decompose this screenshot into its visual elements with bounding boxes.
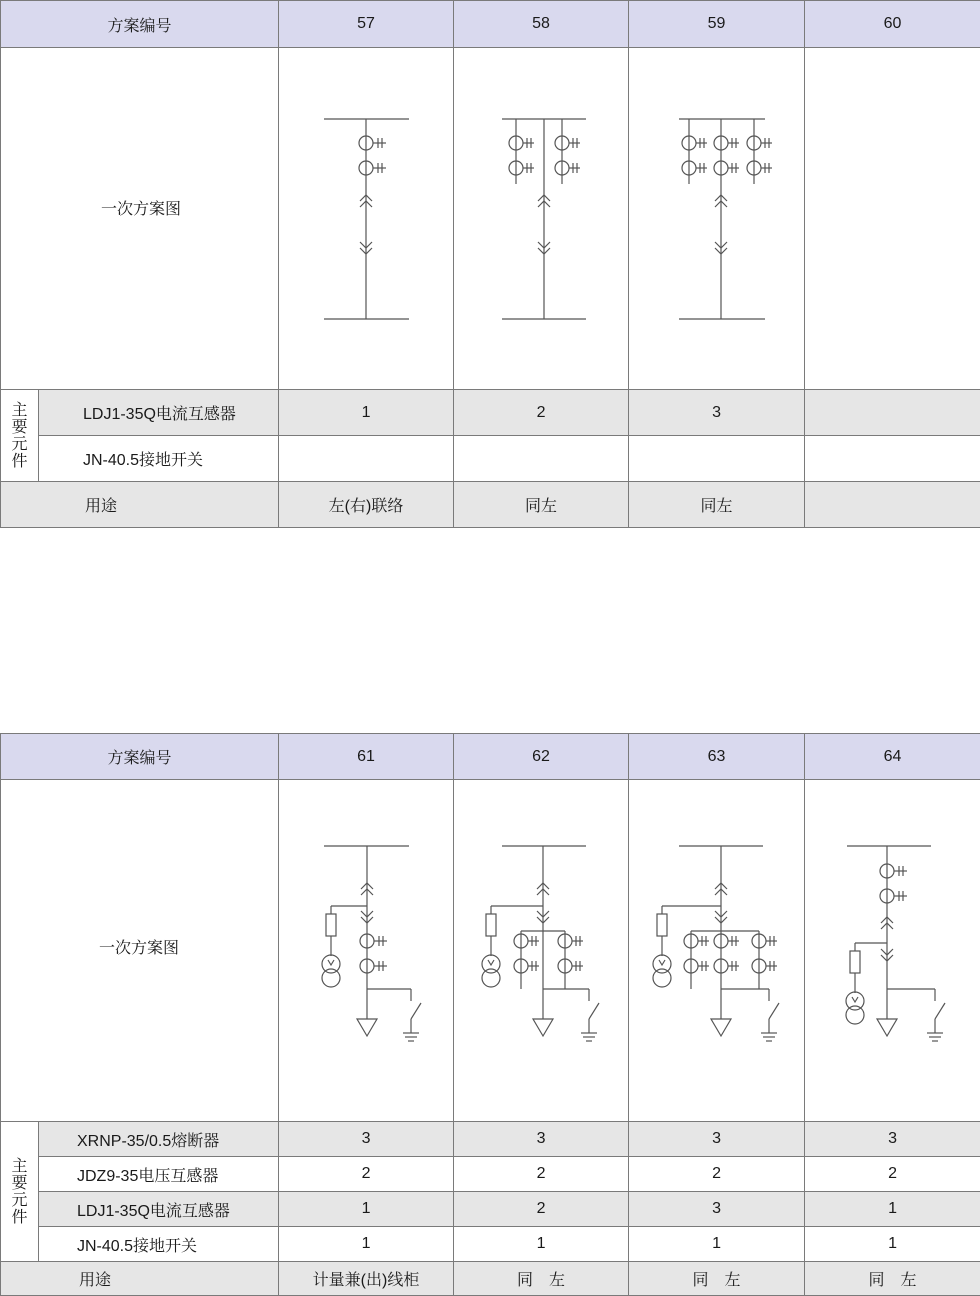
component-name: JDZ9-35电压互感器 xyxy=(39,1157,279,1192)
usage-value: 计量兼(出)线柜 xyxy=(279,1262,454,1296)
diagram-59 xyxy=(629,48,805,390)
diagram-label: 一次方案图 xyxy=(1,48,279,390)
component-qty: 3 xyxy=(629,390,805,436)
header-row xyxy=(1,1,980,48)
scheme-number: 60 xyxy=(805,1,980,48)
scheme-table-2 xyxy=(0,733,980,1296)
scheme-number: 62 xyxy=(454,734,629,780)
usage-value: 同左 xyxy=(629,482,805,528)
component-qty: 3 xyxy=(454,1122,629,1157)
header-row xyxy=(1,734,980,780)
usage-label: 用途 xyxy=(1,482,279,528)
usage-row xyxy=(1,482,980,528)
component-qty xyxy=(805,436,980,482)
single-line-diagram-61 xyxy=(279,781,454,1121)
main-components-label: 主 要 元 件 xyxy=(1,1122,39,1262)
diagram-61 xyxy=(279,780,454,1122)
component-qty xyxy=(805,390,980,436)
component-qty: 2 xyxy=(454,1157,629,1192)
scheme-number: 59 xyxy=(629,1,805,48)
scheme-number-label: 方案编号 xyxy=(1,1,279,48)
scheme-number: 64 xyxy=(805,734,980,780)
component-qty: 1 xyxy=(279,1192,454,1227)
component-qty: 3 xyxy=(629,1122,805,1157)
usage-value: 左(右)联络 xyxy=(279,482,454,528)
component-qty: 1 xyxy=(454,1227,629,1262)
diagram-62 xyxy=(454,780,629,1122)
component-qty: 1 xyxy=(805,1227,980,1262)
component-qty: 1 xyxy=(805,1192,980,1227)
usage-value xyxy=(805,482,980,528)
component-qty: 2 xyxy=(629,1157,805,1192)
scheme-number: 63 xyxy=(629,734,805,780)
scheme-number-label: 方案编号 xyxy=(1,734,279,780)
component-name: LDJ1-35Q电流互感器 xyxy=(39,390,279,436)
diagram-60 xyxy=(805,48,980,390)
component-row xyxy=(1,1192,980,1227)
component-qty: 3 xyxy=(805,1122,980,1157)
component-qty: 1 xyxy=(279,390,454,436)
component-row xyxy=(1,1122,980,1157)
scheme-table-1 xyxy=(0,0,980,528)
single-line-diagram-63 xyxy=(629,781,805,1121)
single-line-diagram-62 xyxy=(454,781,629,1121)
component-name: LDJ1-35Q电流互感器 xyxy=(39,1192,279,1227)
usage-label: 用途 xyxy=(1,1262,279,1296)
diagram-63 xyxy=(629,780,805,1122)
single-line-diagram-59 xyxy=(629,49,805,389)
component-row xyxy=(1,390,980,436)
usage-value: 同 左 xyxy=(629,1262,805,1296)
single-line-diagram-57 xyxy=(279,49,454,389)
component-name: JN-40.5接地开关 xyxy=(39,1227,279,1262)
usage-value: 同 左 xyxy=(454,1262,629,1296)
component-row xyxy=(1,1157,980,1192)
usage-row xyxy=(1,1262,980,1296)
diagram-label: 一次方案图 xyxy=(1,780,279,1122)
usage-value: 同 左 xyxy=(805,1262,980,1296)
component-row xyxy=(1,436,980,482)
component-name: JN-40.5接地开关 xyxy=(39,436,279,482)
diagram-57 xyxy=(279,48,454,390)
component-qty: 2 xyxy=(805,1157,980,1192)
component-qty: 1 xyxy=(629,1227,805,1262)
scheme-number: 61 xyxy=(279,734,454,780)
single-line-diagram-64 xyxy=(805,781,980,1121)
scheme-number: 58 xyxy=(454,1,629,48)
component-qty xyxy=(454,436,629,482)
usage-value: 同左 xyxy=(454,482,629,528)
component-name: XRNP-35/0.5熔断器 xyxy=(39,1122,279,1157)
component-qty: 2 xyxy=(454,1192,629,1227)
component-qty: 3 xyxy=(629,1192,805,1227)
diagram-row xyxy=(1,48,980,390)
diagram-64 xyxy=(805,780,980,1122)
component-qty: 3 xyxy=(279,1122,454,1157)
component-qty: 1 xyxy=(279,1227,454,1262)
component-qty: 2 xyxy=(279,1157,454,1192)
component-row xyxy=(1,1227,980,1262)
component-qty: 2 xyxy=(454,390,629,436)
scheme-number: 57 xyxy=(279,1,454,48)
diagram-row xyxy=(1,780,980,1122)
component-qty xyxy=(279,436,454,482)
diagram-58 xyxy=(454,48,629,390)
component-qty xyxy=(629,436,805,482)
main-components-label: 主 要 元 件 xyxy=(1,390,39,482)
single-line-diagram-58 xyxy=(454,49,629,389)
